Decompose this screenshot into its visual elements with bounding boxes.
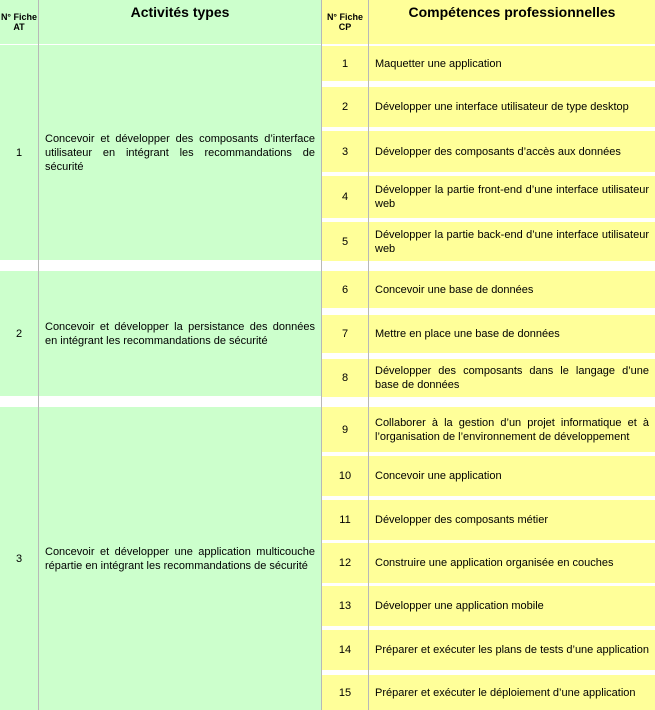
- competence-14-label-cell: [369, 630, 655, 670]
- competence-label: Préparer et exécuter les plans de tests d’une application: [375, 644, 649, 656]
- competence-8-label-cell: [369, 359, 655, 397]
- competence-number: 5: [341, 235, 349, 248]
- activity-2-number-cell: [0, 271, 38, 396]
- activity-2-label: Concevoir et développer la persistance des données en intégrant les recommandations de sécurité: [45, 320, 315, 347]
- competence-number: 14: [338, 644, 352, 656]
- competence-label: Mettre en place une base de données: [375, 328, 560, 340]
- competence-9-number-cell: [322, 407, 368, 452]
- activity-3-label: Concevoir et développer une application multicouche répartie en intégrant les recommandations de sécurité: [45, 545, 315, 572]
- header-activites-types: [39, 0, 321, 44]
- competence-label: Construire une application organisée en couches: [375, 557, 614, 569]
- competence-8-number-cell: [322, 359, 368, 397]
- competence-label: Développer des composants d’accès aux données: [375, 145, 621, 158]
- competence-number: 3: [341, 145, 349, 158]
- competence-7-number-cell: [322, 315, 368, 353]
- activity-1-label: Concevoir et développer des composants d’interface utilisateur en intégrant les recommandations de sécurité: [45, 132, 315, 173]
- competence-4-label-cell: [369, 176, 655, 218]
- competence-label: Développer la partie back-end d’une interface utilisateur web: [375, 228, 649, 255]
- competence-label: Concevoir une base de données: [375, 283, 534, 296]
- competence-6-label-cell: [369, 271, 655, 308]
- competence-13-label-cell: [369, 586, 655, 626]
- competence-12-number-cell: [322, 543, 368, 583]
- competence-2-label-cell: [369, 87, 655, 127]
- competence-label: Développer des composants métier: [375, 514, 549, 526]
- competence-number: 12: [338, 557, 352, 569]
- competence-number: 2: [341, 101, 349, 113]
- competence-label: Développer des composants dans le langage d’une base de données: [375, 365, 649, 391]
- competence-number: 7: [341, 328, 349, 340]
- header-fiche-at-label: N° Fiche AT: [0, 12, 38, 32]
- header-competences: [369, 0, 655, 44]
- header-fiche-cp-label: N° Fiche CP: [326, 12, 364, 32]
- activity-1-number: 1: [15, 146, 23, 159]
- competence-15-number-cell: [322, 675, 368, 710]
- header-fiche-at: [0, 0, 38, 44]
- competence-label: Concevoir une application: [375, 470, 502, 482]
- competence-number: 11: [339, 514, 351, 526]
- competence-label: Préparer et exécuter le déploiement d’une application: [375, 686, 636, 699]
- competence-14-number-cell: [322, 630, 368, 670]
- header-fiche-cp: [322, 0, 368, 44]
- competence-1-label-cell: [369, 46, 655, 81]
- competence-13-number-cell: [322, 586, 368, 626]
- competence-12-label-cell: [369, 543, 655, 583]
- header-activites-label: Activités types: [130, 4, 230, 20]
- competence-number: 1: [341, 57, 349, 70]
- competence-label: Développer une interface utilisateur de type desktop: [375, 101, 629, 113]
- competence-9-label-cell: [369, 407, 655, 452]
- competence-11-label-cell: [369, 500, 655, 540]
- competence-5-label-cell: [369, 222, 655, 261]
- competence-number: 10: [338, 470, 352, 482]
- competence-number: 6: [341, 283, 349, 296]
- competence-number: 15: [338, 686, 352, 699]
- competence-6-number-cell: [322, 271, 368, 308]
- activity-2-label-cell: [39, 271, 321, 396]
- competence-number: 13: [338, 600, 352, 612]
- competence-label: Développer une application mobile: [375, 600, 544, 612]
- competence-15-label-cell: [369, 675, 655, 710]
- competence-number: 9: [341, 423, 349, 436]
- competence-10-number-cell: [322, 456, 368, 496]
- competence-number: 4: [341, 191, 349, 203]
- competence-11-number-cell: [322, 500, 368, 540]
- competence-number: 8: [341, 372, 349, 384]
- competence-10-label-cell: [369, 456, 655, 496]
- competence-3-number-cell: [322, 131, 368, 172]
- activity-2-number: 2: [15, 327, 23, 340]
- activity-3-number-cell: [0, 407, 38, 710]
- header-competences-label: Compétences professionnelles: [408, 4, 616, 20]
- competence-4-number-cell: [322, 176, 368, 218]
- competence-7-label-cell: [369, 315, 655, 353]
- competence-3-label-cell: [369, 131, 655, 172]
- competence-5-number-cell: [322, 222, 368, 261]
- competence-1-number-cell: [322, 46, 368, 81]
- activity-1-label-cell: [39, 45, 321, 260]
- activity-1-number-cell: [0, 45, 38, 260]
- competence-2-number-cell: [322, 87, 368, 127]
- competence-label: Collaborer à la gestion d’un projet informatique et à l’organisation de l’environnement de développement: [375, 416, 649, 443]
- activity-3-label-cell: [39, 407, 321, 710]
- activity-3-number: 3: [15, 552, 23, 565]
- competence-label: Maquetter une application: [375, 57, 502, 70]
- competence-label: Développer la partie front-end d’une interface utilisateur web: [375, 184, 649, 210]
